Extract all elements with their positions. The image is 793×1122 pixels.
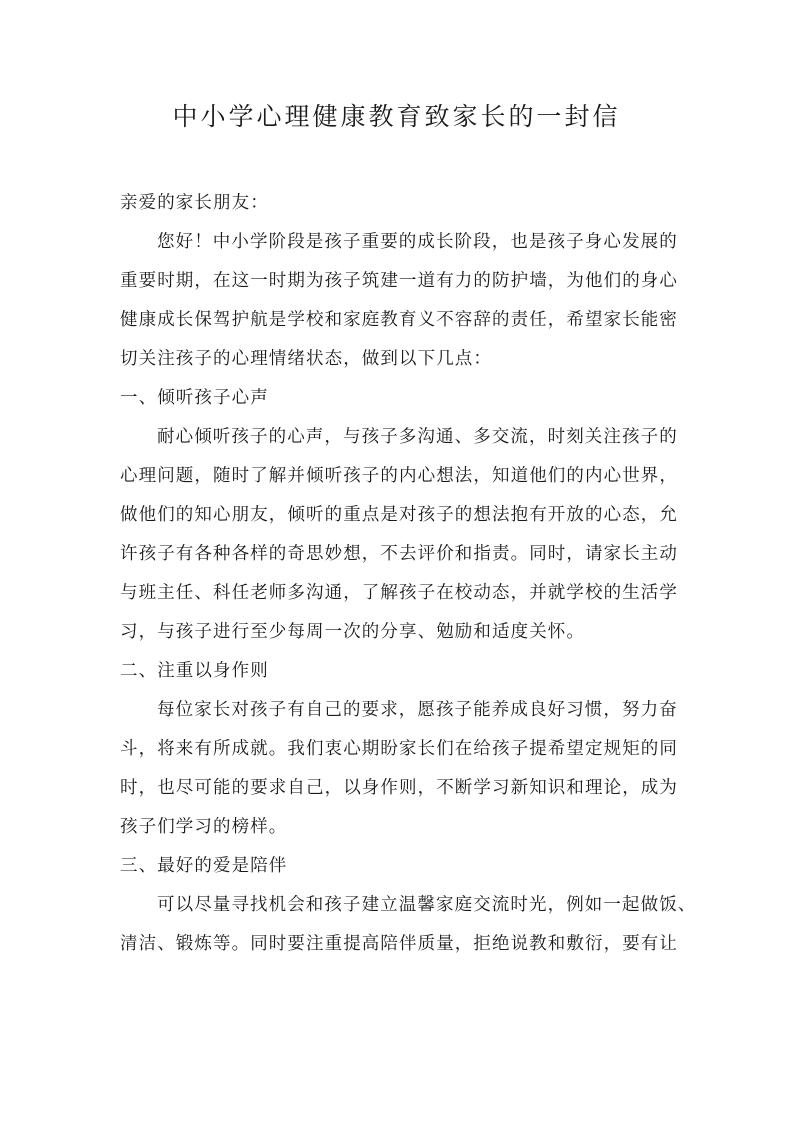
section-heading: 二、注重以身作则 bbox=[120, 661, 269, 681]
paragraph-line: 清洁、锻炼等。同时要注重提高陪伴质量，拒绝说教和敷衍，要有让 bbox=[120, 934, 678, 954]
document-title: 中小学心理健康教育致家长的一封信 bbox=[172, 102, 621, 131]
paragraph-line: 重要时期，在这一时期为孩子筑建一道有力的防护墙，为他们的身心 bbox=[120, 271, 678, 291]
paragraph-line: 习，与孩子进行至少每周一次的分享、勉励和适度关怀。 bbox=[120, 622, 585, 642]
section-heading: 三、最好的爱是陪伴 bbox=[120, 856, 288, 876]
salutation: 亲爱的家长朋友： bbox=[120, 193, 269, 213]
paragraph-line: 耐心倾听孩子的心声，与孩子多沟通、多交流，时刻关注孩子的 bbox=[157, 427, 678, 447]
paragraph-line: 孩子们学习的榜样。 bbox=[120, 817, 288, 837]
paragraph-line: 切关注孩子的心理情绪状态，做到以下几点： bbox=[120, 349, 492, 369]
section-heading: 一、倾听孩子心声 bbox=[120, 388, 269, 408]
paragraph-line: 时，也尽可能的要求自己，以身作则，不断学习新知识和理论，成为 bbox=[120, 778, 678, 798]
paragraph-line: 心理问题，随时了解并倾听孩子的内心想法，知道他们的内心世界， bbox=[120, 466, 678, 486]
paragraph-line: 您好！中小学阶段是孩子重要的成长阶段，也是孩子身心发展的 bbox=[157, 232, 678, 252]
paragraph-line: 与班主任、科任老师多沟通，了解孩子在校动态，并就学校的生活学 bbox=[120, 583, 678, 603]
paragraph-line: 斗，将来有所成就。我们衷心期盼家长们在给孩子提希望定规矩的同 bbox=[120, 739, 678, 759]
paragraph-line: 做他们的知心朋友，倾听的重点是对孩子的想法抱有开放的心态，允 bbox=[120, 505, 678, 525]
paragraph-line: 每位家长对孩子有自己的要求，愿孩子能养成良好习惯，努力奋 bbox=[157, 700, 678, 720]
paragraph-line: 健康成长保驾护航是学校和家庭教育义不容辞的责任，希望家长能密 bbox=[120, 310, 678, 330]
paragraph-line: 可以尽量寻找机会和孩子建立温馨家庭交流时光，例如一起做饭、 bbox=[157, 895, 697, 915]
paragraph-line: 许孩子有各种各样的奇思妙想，不去评价和指责。同时，请家长主动 bbox=[120, 544, 678, 564]
letter-body bbox=[120, 184, 697, 964]
